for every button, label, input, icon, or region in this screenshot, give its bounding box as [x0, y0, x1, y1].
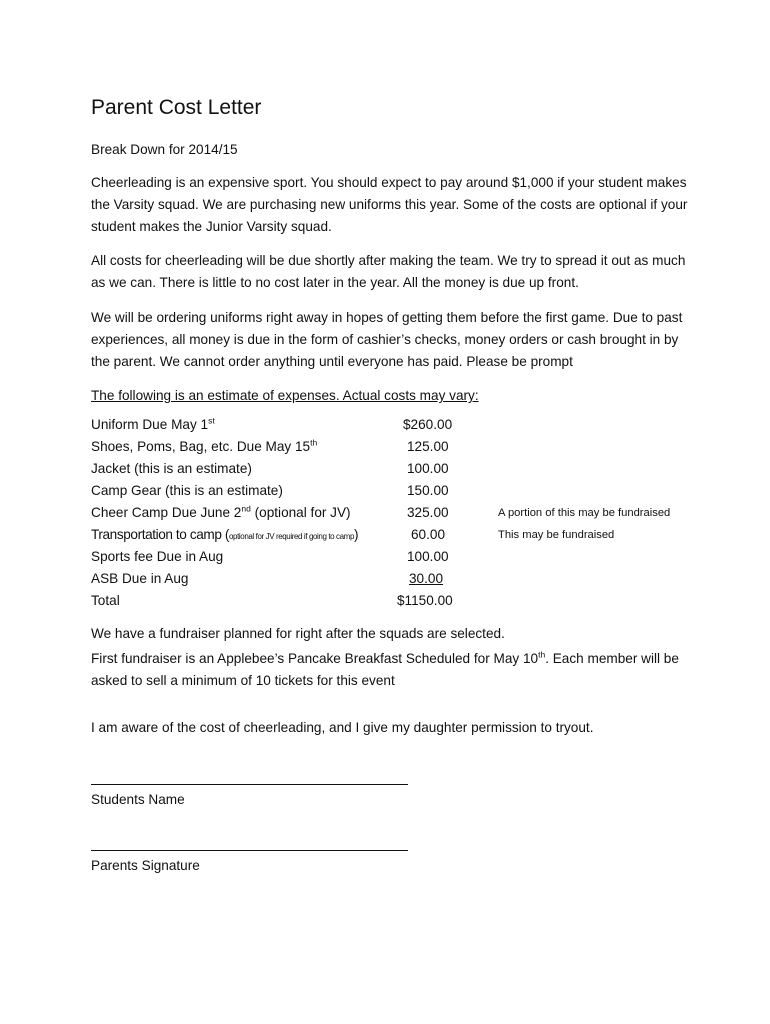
expense-amount-transportation: 60.00 [411, 527, 446, 542]
expense-amount-cheer-camp: 325.00 [407, 505, 449, 520]
expense-amount-jacket: 100.00 [407, 461, 449, 476]
expense-amount-uniform: $260.00 [403, 417, 453, 432]
parents-signature-label: Parents Signature [91, 858, 200, 873]
expense-amount-total: $1150.00 [397, 593, 453, 608]
expense-label-sports-fee: Sports fee Due in Aug [91, 549, 224, 564]
expense-label-cheer-camp: Cheer Camp Due June 2nd (optional for JV) [91, 503, 351, 520]
expense-label-asb: ASB Due in Aug [91, 571, 189, 586]
students-name-line[interactable] [91, 784, 408, 785]
expense-label-uniform: Uniform Due May 1st [91, 415, 215, 432]
acknowledgement: I am aware of the cost of cheerleading, and I give my daughter permission to tryout. [91, 720, 594, 735]
expense-amount-camp-gear: 150.00 [407, 483, 449, 498]
students-name-label: Students Name [91, 792, 185, 807]
expense-label-jacket: Jacket (this is an estimate) [91, 461, 252, 476]
expense-note-cheer-camp: A portion of this may be fundraised [498, 507, 671, 519]
subtitle: Break Down for 2014/15 [91, 142, 238, 157]
parents-signature-line[interactable] [91, 850, 408, 851]
expense-amount-asb: 30.00 [409, 571, 444, 586]
expense-label-camp-gear: Camp Gear (this is an estimate) [91, 483, 283, 498]
expense-amount-shoes: 125.00 [407, 439, 449, 454]
paragraph-ordering: We will be ordering uniforms right away in hopes of getting them before the first game. Due to past experiences, all money is due in the form of cashier’s checks, money orders or cash brought in by the parent. We cannot order anything until everyone has paid. Please be prompt [91, 310, 683, 369]
paragraph-costs-due: All costs for cheerleading will be due shortly after making the team. We try to spread it out as much as we can. There is little to no cost later in the year. All the money is due up front. [91, 253, 686, 290]
expense-note-transportation: This may be fundraised [498, 529, 615, 541]
expense-label-shoes: Shoes, Poms, Bag, etc. Due May 15th [91, 437, 318, 454]
expense-label-total: Total [91, 593, 120, 608]
paragraph-intro: Cheerleading is an expensive sport. You should expect to pay around $1,000 if your student makes the Varsity squad. We are purchasing new uniforms this year. Some of the costs are optional if your student makes the Junior Varsity squad. [91, 175, 688, 234]
fundraiser-detail: First fundraiser is an Applebee’s Pancake Breakfast Scheduled for May 10th. Each member will be asked to sell a minimum of 10 tickets for this event [91, 649, 679, 688]
page-title: Parent Cost Letter [91, 96, 262, 119]
expense-amount-sports-fee: 100.00 [407, 549, 449, 564]
fundraiser-intro: We have a fundraiser planned for right after the squads are selected. [91, 626, 505, 641]
expense-label-transportation: Transportation to camp (optional for JV required if going to camp) [91, 527, 359, 542]
estimate-heading: The following is an estimate of expenses. Actual costs may vary: [91, 388, 479, 403]
